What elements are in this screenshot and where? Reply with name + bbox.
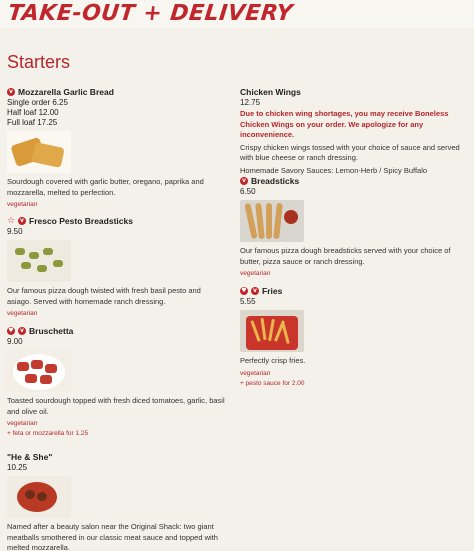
vegetarian-icon: v	[240, 177, 248, 185]
item-tag: vegetarian	[7, 201, 38, 208]
item-description: Perfectly crisp fries.	[240, 356, 306, 365]
item-tag: vegetarian	[240, 270, 271, 277]
item-price: 6.50	[240, 187, 256, 196]
item-photo	[7, 240, 71, 282]
item-price: 10.25	[7, 463, 28, 472]
menu-item-bruschetta[interactable]	[7, 325, 232, 437]
popular-icon: ♥	[241, 287, 247, 294]
item-name: Bruschetta	[29, 326, 74, 336]
item-description: Our famous pizza dough twisted with fresh basil pesto and asiago. Served with homemade ranch dressing.	[7, 286, 201, 306]
item-price: 9.00	[7, 337, 23, 346]
item-name: Fries	[262, 286, 283, 296]
item-description: Crispy chicken wings tossed with your choice of sauce and served with blue cheese or ranch dressing.	[240, 142, 460, 162]
vegetarian-icon: v	[18, 327, 26, 335]
item-photo	[7, 131, 71, 173]
menu-item-fries[interactable]	[240, 285, 465, 387]
item-description: Toasted sourdough topped with fresh diced tomatoes, garlic, basil and olive oil.	[7, 396, 225, 416]
item-price: 5.55	[240, 297, 256, 306]
menu-item-he-and-she[interactable]	[7, 451, 232, 551]
item-tag: vegetarian	[7, 310, 38, 317]
popular-icon: ♥	[8, 327, 14, 334]
item-photo	[240, 310, 304, 352]
item-price: Single order 6.25	[7, 98, 68, 107]
item-description: Named after a beauty salon near the Original Shack: two giant meatballs smothered in our classic meat sauce and topped with melted mozzarella.	[7, 522, 218, 551]
vegetarian-icon: v	[18, 217, 26, 225]
section-title: Starters	[7, 52, 71, 72]
item-name: Chicken Wings	[240, 87, 301, 97]
star-icon: ☆	[7, 216, 16, 226]
vegetarian-icon: v	[251, 287, 259, 295]
item-sauces: Homemade Savory Sauces: Lemon-Herb / Spicy Buffalo	[240, 165, 428, 175]
item-price: 9.50	[7, 227, 23, 236]
item-price: Full loaf 17.25	[7, 118, 58, 127]
item-notice: Due to chicken wing shortages, you may receive Boneless Chicken Wings on your order. We apologize for any inconvenience.	[240, 109, 449, 139]
menu-item-breadsticks[interactable]	[240, 175, 465, 277]
item-addon: + feta or mozzarella for 1.25	[7, 430, 89, 437]
vegetarian-icon: v	[7, 88, 15, 96]
menu-item-pesto-breadsticks[interactable]	[7, 215, 232, 317]
item-photo	[7, 350, 71, 392]
item-tag: vegetarian	[7, 420, 38, 427]
item-photo	[7, 476, 71, 518]
page-banner: TAKE-OUT + DELIVERY	[6, 1, 295, 26]
menu-item-chicken-wings[interactable]	[240, 86, 465, 176]
menu-item-garlic-bread[interactable]	[7, 86, 232, 208]
item-name: Breadsticks	[251, 176, 300, 186]
item-name: Mozzarella Garlic Bread	[18, 87, 114, 97]
item-description: Our famous pizza dough breadsticks served with your choice of butter, pizza sauce or ranch dressing.	[240, 246, 451, 266]
item-addon: + pesto sauce for 2.00	[240, 379, 305, 387]
item-price: Half loaf 12.00	[7, 108, 59, 117]
item-name: "He & She"	[7, 452, 53, 462]
item-price: 12.75	[240, 98, 261, 107]
item-photo	[240, 200, 304, 242]
item-description: Sourdough covered with garlic butter, oregano, paprika and mozzarella, melted to perfection.	[7, 177, 204, 197]
item-tag: vegetarian	[240, 369, 271, 377]
item-name: Fresco Pesto Breadsticks	[29, 216, 133, 226]
